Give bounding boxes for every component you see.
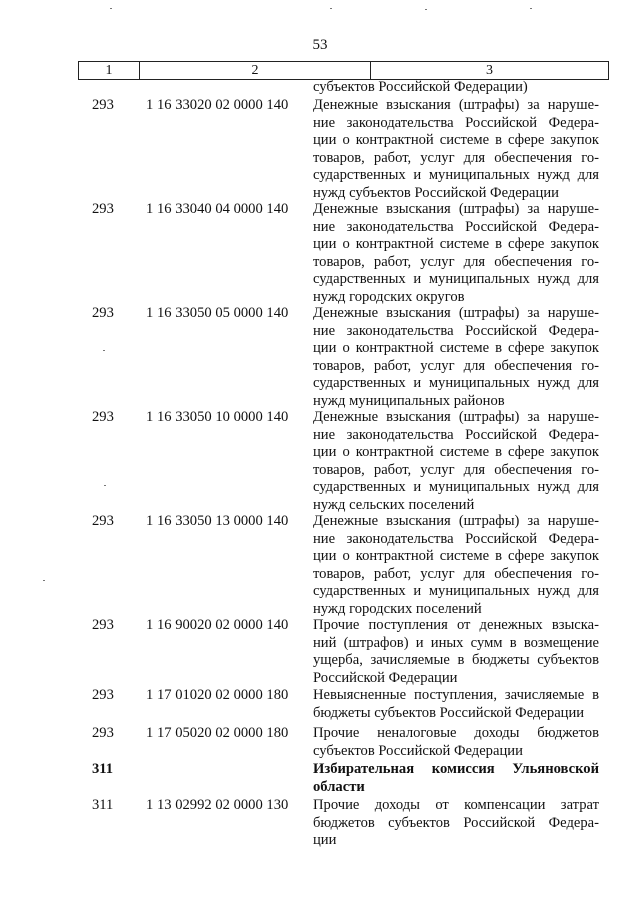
row-description xyxy=(313,797,599,850)
description-line: сударственных и муниципальных нужд для xyxy=(313,479,599,496)
scan-speck xyxy=(330,8,332,9)
scan-speck xyxy=(110,8,112,9)
description-line: ции о контрактной системе в сфере закупок xyxy=(313,236,599,253)
table-row xyxy=(0,513,640,619)
row-description xyxy=(313,725,599,760)
table-row xyxy=(0,79,640,97)
description-line: ущерба, зачисляемые в бюджеты субъектов xyxy=(313,652,599,669)
description-line: товаров, работ, услуг для обеспечения го- xyxy=(313,565,599,582)
table-row xyxy=(0,687,640,722)
row-code: 293 xyxy=(92,409,114,425)
description-line: ции о контрактной системе в сфере закупок xyxy=(313,132,599,149)
description-line: Прочие доходы от компенсации затрат xyxy=(313,797,599,813)
description-line: сударственных и муниципальных нужд для xyxy=(313,375,599,392)
description-line: Прочие неналоговые доходы бюджетов xyxy=(313,725,599,741)
scan-speck xyxy=(425,9,427,10)
description-line: товаров, работ, услуг для обеспечения го- xyxy=(313,357,599,374)
description-line: товаров, работ, услуг для обеспечения го- xyxy=(313,149,599,166)
description-line: бюджеты субъектов Российской Федерации xyxy=(313,704,585,721)
table-row xyxy=(0,797,640,850)
description-line: нужд городских округов xyxy=(313,288,465,305)
row-code: 293 xyxy=(92,513,114,529)
row-code: 311 xyxy=(92,761,114,777)
description-line: субъектов Российской Федерации xyxy=(313,742,523,759)
header-col-1: 1 xyxy=(79,62,140,79)
description-line: ний (штрафов) и иных сумм в возмещение xyxy=(313,634,599,651)
description-line: сударственных и муниципальных нужд для xyxy=(313,271,599,288)
description-line: товаров, работ, услуг для обеспечения го- xyxy=(313,461,599,478)
description-line: ние законодательства Российской Федера- xyxy=(313,426,599,443)
description-line: области xyxy=(313,778,365,795)
table-header xyxy=(78,61,609,80)
description-line: ции о контрактной системе в сфере закупок xyxy=(313,340,599,357)
description-line: сударственных и муниципальных нужд для xyxy=(313,167,599,184)
description-line: Денежные взыскания (штрафы) за наруше- xyxy=(313,409,599,425)
row-kbk: 1 16 33050 10 0000 140 xyxy=(146,409,289,425)
description-line: ние законодательства Российской Федера- xyxy=(313,322,599,339)
description-line: Денежные взыскания (штрафы) за наруше- xyxy=(313,201,599,217)
scan-speck xyxy=(103,350,105,351)
row-description xyxy=(313,79,599,97)
row-description xyxy=(313,97,599,203)
description-line: Невыясненные поступления, зачисляемые в xyxy=(313,687,599,703)
scan-speck xyxy=(530,8,532,9)
description-line: Денежные взыскания (штрафы) за наруше- xyxy=(313,97,599,113)
row-description xyxy=(313,687,599,722)
row-code: 293 xyxy=(92,305,114,321)
page-number: 53 xyxy=(312,37,328,53)
description-line: Избирательная комиссия Ульяновской xyxy=(313,761,599,777)
description-line: Денежные взыскания (штрафы) за наруше- xyxy=(313,513,599,529)
table-row xyxy=(0,97,640,203)
row-kbk: 1 17 01020 02 0000 180 xyxy=(146,687,289,703)
row-description xyxy=(313,513,599,619)
row-kbk: 1 13 02992 02 0000 130 xyxy=(146,797,289,813)
description-line: ние законодательства Российской Федера- xyxy=(313,218,599,235)
header-col-3: 3 xyxy=(486,63,493,78)
row-description xyxy=(313,409,599,515)
description-line: ние законодательства Российской Федера- xyxy=(313,114,599,131)
row-kbk: 1 16 33050 05 0000 140 xyxy=(146,305,289,321)
row-description xyxy=(313,617,599,687)
scan-speck xyxy=(43,580,45,581)
description-line: нужд городских поселений xyxy=(313,600,482,617)
table-row xyxy=(0,617,640,687)
row-kbk: 1 16 33050 13 0000 140 xyxy=(146,513,289,529)
table-row xyxy=(0,201,640,307)
table-row xyxy=(0,761,640,796)
row-kbk: 1 16 33020 02 0000 140 xyxy=(146,97,289,113)
row-description xyxy=(313,305,599,411)
scan-speck xyxy=(104,485,106,486)
row-code: 293 xyxy=(92,97,114,113)
description-line: товаров, работ, услуг для обеспечения го- xyxy=(313,253,599,270)
row-kbk: 1 16 90020 02 0000 140 xyxy=(146,617,289,633)
description-line: ции xyxy=(313,832,337,849)
description-line: нужд сельских поселений xyxy=(313,496,475,513)
description-line: Российской Федерации xyxy=(313,669,458,686)
description-line: ции о контрактной системе в сфере закупок xyxy=(313,444,599,461)
header-col-2: 2 xyxy=(140,62,371,79)
row-kbk: 1 17 05020 02 0000 180 xyxy=(146,725,289,741)
table-row xyxy=(0,725,640,760)
row-kbk: 1 16 33040 04 0000 140 xyxy=(146,201,289,217)
row-code: 311 xyxy=(92,797,114,813)
description-line: нужд муниципальных районов xyxy=(313,392,505,409)
row-description xyxy=(313,201,599,307)
description-line: Прочие поступления от денежных взыска- xyxy=(313,617,599,633)
table-row xyxy=(0,409,640,515)
description-line: сударственных и муниципальных нужд для xyxy=(313,583,599,600)
row-code: 293 xyxy=(92,201,114,217)
description-line: ние законодательства Российской Федера- xyxy=(313,530,599,547)
description-line: нужд субъектов Российской Федерации xyxy=(313,184,559,201)
row-description xyxy=(313,761,599,796)
row-code: 293 xyxy=(92,725,114,741)
description-line: субъектов Российской Федерации) xyxy=(313,79,528,95)
table-row xyxy=(0,305,640,411)
description-line: ции о контрактной системе в сфере закупок xyxy=(313,548,599,565)
row-code: 293 xyxy=(92,617,114,633)
description-line: Денежные взыскания (штрафы) за наруше- xyxy=(313,305,599,321)
row-code: 293 xyxy=(92,687,114,703)
description-line: бюджетов субъектов Российской Федера- xyxy=(313,814,599,831)
